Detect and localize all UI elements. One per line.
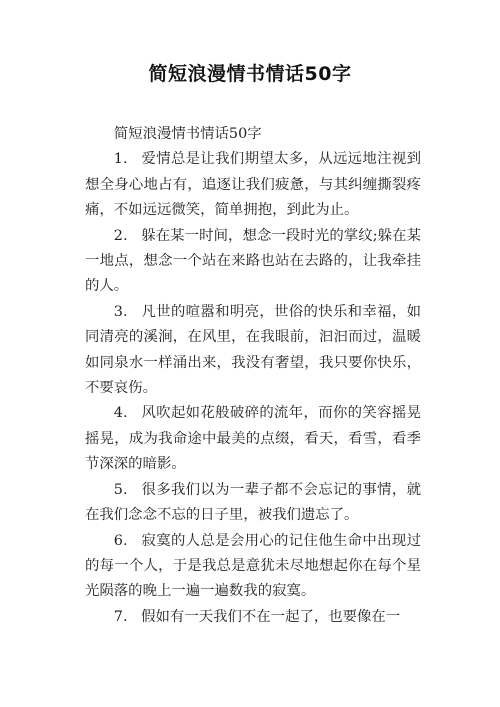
list-item [85, 401, 421, 477]
list-item [85, 224, 421, 300]
item-text: 躲在某一时间，想念一段时光的掌纹;躲在某一地点，想念一个站在来路也站在去路的，让我牵挂的人。 [85, 227, 421, 295]
item-number: 2. [113, 227, 128, 244]
list-item [85, 605, 421, 630]
list-item [85, 478, 421, 529]
item-text: 凡世的喧嚣和明亮，世俗的快乐和幸福，如同清亮的溪涧，在风里，在我眼前，汩汩而过，温暖如同泉水一样涌出来，我没有奢望，我只要你快乐，不要哀伤。 [85, 303, 421, 397]
item-number: 5. [113, 481, 128, 498]
item-text: 假如有一天我们不在一起了，也要像在一 [141, 608, 401, 625]
item-text: 寂寞的人总是会用心的记住他生命中出现过的每一个人，于是我总是意犹未尽地想起你在每个星光陨落的晚上一遍一遍数我的寂寞。 [85, 532, 421, 600]
item-number: 3. [113, 303, 128, 320]
item-number: 7. [113, 608, 128, 625]
document-body [85, 122, 421, 630]
document-title: 简短浪漫情书情话50字 [148, 63, 352, 85]
item-number: 4. [113, 405, 128, 422]
item-text: 爱情总是让我们期望太多，从远远地注视到想全身心地占有，追逐让我们疲惫，与其纠缠撕裂疼痛，不如远远微笑，简单拥抱，到此为止。 [85, 151, 421, 219]
list-item [85, 529, 421, 605]
item-text: 风吹起如花般破碎的流年，而你的笑容摇晃摇晃，成为我命途中最美的点缀，看天，看雪，看季节深深的暗影。 [85, 405, 421, 473]
item-number: 1. [113, 151, 128, 168]
item-text: 很多我们以为一辈子都不会忘记的事情，就在我们念念不忘的日子里，被我们遗忘了。 [85, 481, 421, 524]
document-subtitle: 简短浪漫情书情话50字 [113, 126, 262, 142]
list-item [85, 147, 421, 223]
item-number: 6. [113, 532, 128, 549]
list-item [85, 300, 421, 402]
